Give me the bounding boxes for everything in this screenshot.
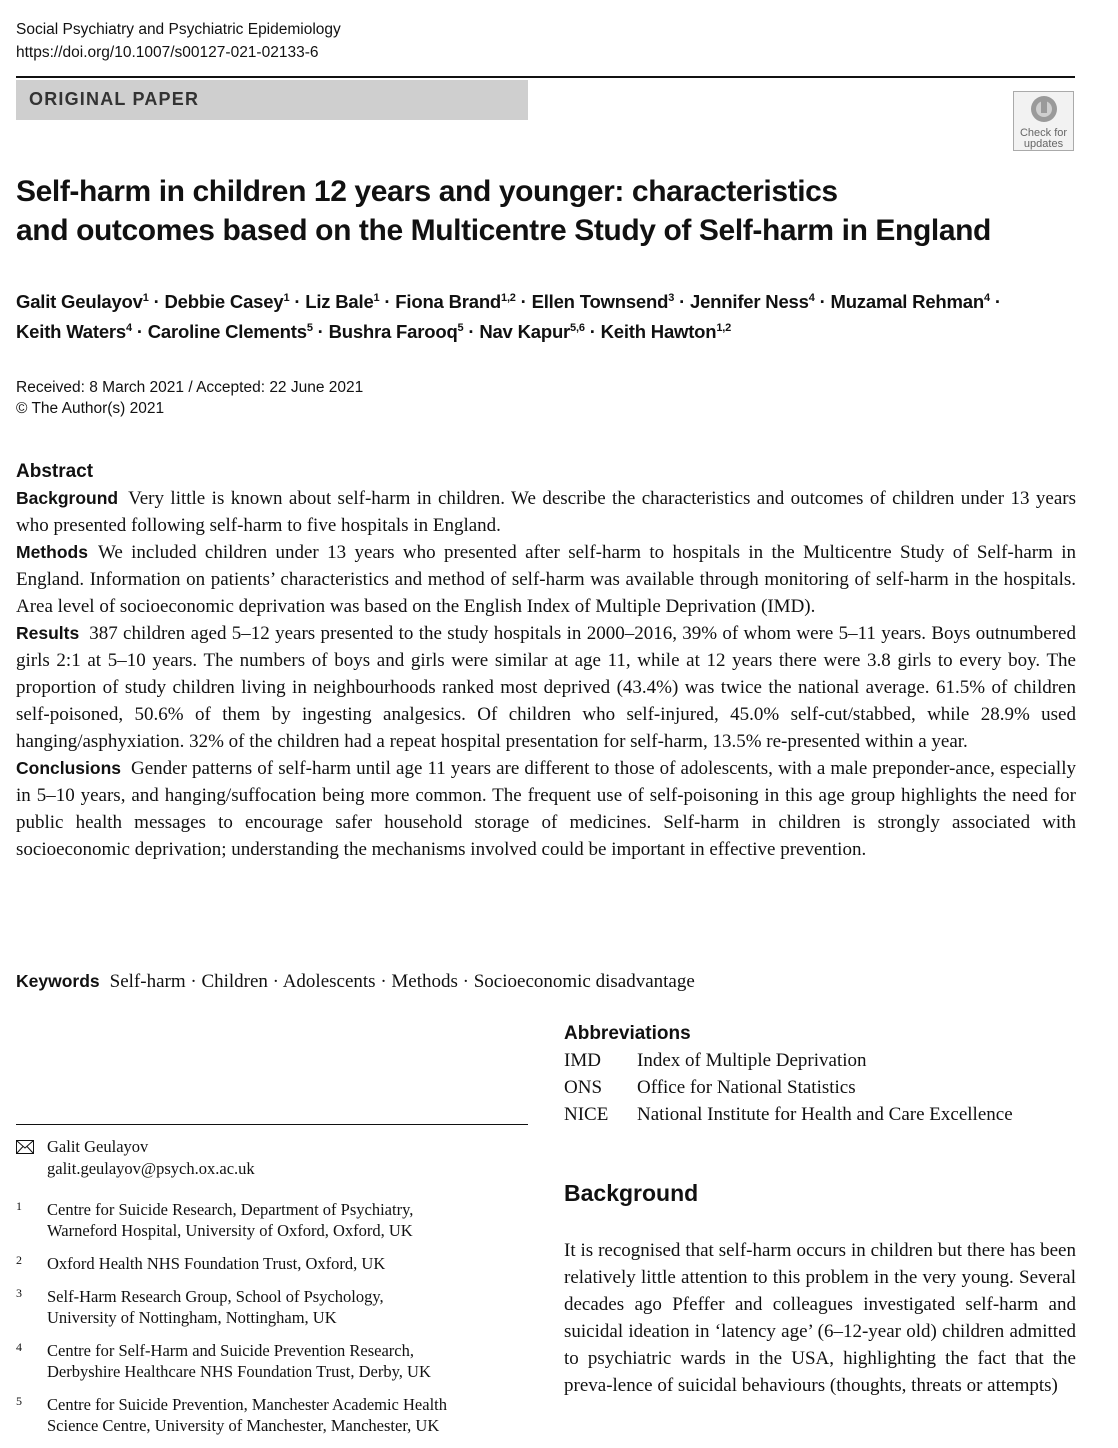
author[interactable]: Nav Kapur$^{5,6}$ xyxy=(479,321,585,343)
abstract xyxy=(16,459,1076,863)
author[interactable]: Keith Hawton$^{1,2}$ xyxy=(600,321,732,343)
check-updates-line2: updates xyxy=(1023,138,1064,150)
correspondence-name: Galit Geulayov xyxy=(47,1137,149,1156)
article-type-label: ORIGINAL PAPER xyxy=(29,89,200,109)
copyright: © The Author(s) 2021 xyxy=(16,400,165,417)
check-updates-line1: Check for xyxy=(1019,127,1068,139)
abstract-heading: Abstract xyxy=(16,461,94,482)
affiliation-item: 3 Self-Harm Research Group, School of Psychology, University of Nottingham, Nottingham, UK xyxy=(16,1286,384,1327)
abstract-background: Background Very little is known about self-harm in children. We describe the characteristics and outcomes of children under 13 years who presented following self-harm to five hospitals in England. xyxy=(16,488,1076,536)
keywords-text: Self-harm · Children · Adolescents · Methods · Socioeconomic disadvantage xyxy=(109,971,695,992)
author[interactable]: Bushra Farooq$^5$ xyxy=(328,321,464,343)
correspondence xyxy=(16,1136,255,1180)
affiliation-item: 1 Centre for Suicide Research, Department of Psychiatry, Warneford Hospital, University of Oxford, Oxford, UK xyxy=(16,1199,414,1240)
abbreviation-row: NICE National Institute for Health and Care Excellence xyxy=(564,1104,1013,1125)
author[interactable]: Ellen Townsend$^3$ xyxy=(531,291,675,313)
journal-name: Social Psychiatry and Psychiatric Epidemiology xyxy=(16,21,341,38)
received-accepted: Received: 8 March 2021 / Accepted: 22 June 2021 xyxy=(16,379,364,396)
author[interactable]: Liz Bale$^1$ xyxy=(305,291,380,313)
abbreviation-row: ONS Office for National Statistics xyxy=(564,1077,856,1098)
author[interactable]: Debbie Casey$^1$ xyxy=(164,291,290,313)
envelope-icon xyxy=(16,1140,34,1154)
affiliations xyxy=(16,1199,528,1448)
author[interactable]: Fiona Brand$^{1,2}$ xyxy=(395,291,516,313)
abstract-conclusions: Conclusions Gender patterns of self-harm until age 11 years are different to those of adolescents, with a male preponder-ance, especially in 5–10 years, and hanging/suffocation being more common. The frequent use of self-poisoning in this age group highlights the need for public health messages to encourage safer household storage of medicines. Self-harm in children is strongly associated with socioeconomic deprivation; understanding the mechanisms involved could be important in effective prevention. xyxy=(16,758,1076,860)
abbreviations xyxy=(564,1021,1013,1128)
abbreviation-row: IMD Index of Multiple Deprivation xyxy=(564,1050,867,1071)
footnote-rule xyxy=(16,1124,528,1125)
journal-header xyxy=(16,18,341,64)
correspondence-email[interactable]: galit.geulayov@psych.ox.ac.uk xyxy=(47,1159,255,1178)
author[interactable]: Keith Waters$^4$ xyxy=(16,321,132,343)
abbreviations-heading: Abbreviations xyxy=(564,1023,691,1044)
background-heading: Background xyxy=(564,1180,699,1206)
article-type-banner xyxy=(16,80,528,120)
author[interactable]: Caroline Clements$^5$ xyxy=(147,321,313,343)
affiliation-item: 2 Oxford Health NHS Foundation Trust, Oxford, UK xyxy=(16,1253,386,1273)
affiliation-item: 4 Centre for Self-Harm and Suicide Prevention Research, Derbyshire Healthcare NHS Foundation Trust, Derby, UK xyxy=(16,1340,431,1381)
title-line-2: and outcomes based on the Multicentre Study of Self-harm in England xyxy=(16,214,991,247)
author[interactable]: Jennifer Ness$^4$ xyxy=(690,291,815,313)
affiliation-item: 5 Centre for Suicide Prevention, Manchester Academic Health Science Centre, University of Manchester, Manchester, UK xyxy=(16,1394,447,1435)
abbreviations-table xyxy=(564,1047,1013,1128)
keywords xyxy=(16,968,695,995)
doi-link[interactable]: https://doi.org/10.1007/s00127-021-02133-6 xyxy=(16,44,319,61)
crossmark-icon xyxy=(1030,95,1058,123)
publication-dates xyxy=(16,377,363,419)
background-text: It is recognised that self-harm occurs in children but there has been relatively little attention to this problem in the very young. Several decades ago Pfeffer and colleagues investigated self-harm and suicidal ideation in ‘latency age’ (6–12-year old) children admitted to psychiatric wards in the USA, highlighting the fact that the preva-lence of suicidal behaviours (thoughts, threats or attempts) xyxy=(564,1240,1076,1396)
paper-title xyxy=(16,172,1076,250)
title-line-1: Self-harm in children 12 years and younger: characteristics xyxy=(16,175,838,208)
author-list: Galit Geulayov$^1$ · Debbie Casey$^1$ · Liz Bale$^1$ · Fiona Brand$^{1,2}$ · Ellen Townsend$^3$ · Jennifer Ness$^4$ · Muzamal Rehman$^4$ · Keith Waters$^4$ · Caroline Clements$^5$ · Bushra Farooq$^5$ · Nav Kapur$^{5,6}$ · Keith Hawton$^{1,2}$ xyxy=(16,291,1001,343)
abstract-methods: Methods We included children under 13 years who presented after self-harm to hospitals in the Multicentre Study of Self-harm in England. Information on patients’ characteristics and method of self-harm was available through monitoring of self-harm in the hospitals. Area level of socioeconomic deprivation was based on the English Index of Multiple Deprivation (IMD). xyxy=(16,542,1076,617)
check-for-updates-badge[interactable] xyxy=(1013,91,1074,151)
header-rule xyxy=(16,76,1075,78)
keywords-label: Keywords xyxy=(16,971,100,991)
abstract-results: Results 387 children aged 5–12 years presented to the study hospitals in 2000–2016, 39% of whom were 5–11 years. Boys outnumbered girls 2:1 at 5–10 years. The numbers of boys and girls were similar at age 11, while at 12 years there were 3.8 girls to every boy. The proportion of study children living in neighbourhoods ranked most deprived (43.4%) was twice the national average. 61.5% of children self-poisoned, 50.6% of them by ingesting analgesics. Of children who self-injured, 45.0% self-cut/stabbed, while 28.9% used hanging/asphyxiation. 32% of the children had a repeat hospital presentation for self-harm, 13.5% re-presented within a year. xyxy=(16,623,1076,752)
author[interactable]: Galit Geulayov$^1$ xyxy=(16,291,149,313)
author[interactable]: Muzamal Rehman$^4$ xyxy=(830,291,990,313)
